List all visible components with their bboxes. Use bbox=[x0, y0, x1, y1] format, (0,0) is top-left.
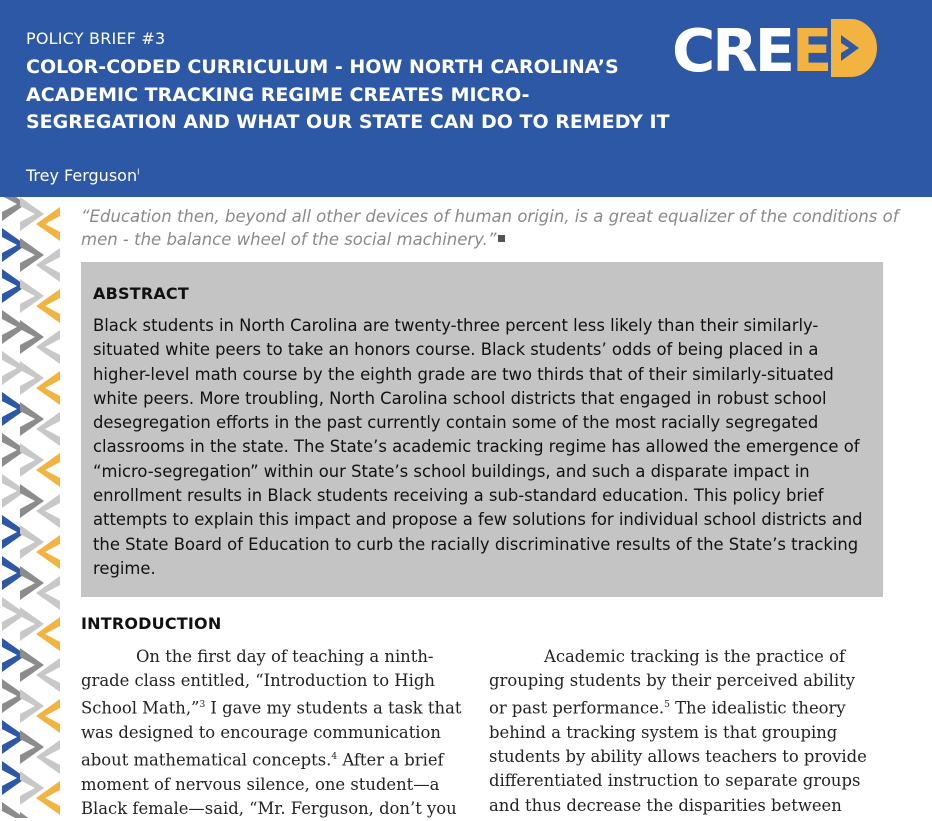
quote-footnote-marker bbox=[498, 235, 505, 242]
header-banner bbox=[0, 0, 932, 197]
introduction-left-column bbox=[81, 645, 466, 821]
left-text-2: I gave my students a task that was designed to encourage communication about mathematical concepts. bbox=[81, 698, 462, 770]
logo-text-ed: E bbox=[792, 16, 830, 85]
introduction-right-column bbox=[489, 645, 874, 818]
logo-d-arrow-icon bbox=[831, 19, 879, 77]
author-footnote-marker: I bbox=[137, 167, 140, 177]
footnote-marker: 4 bbox=[331, 752, 338, 763]
abstract-body: Black students in North Carolina are twenty-three percent less likely than their similarly-situated white peers to take an honors course. Black students’ odds of being placed in a higher-level math course by the eighth grade are two thirds that of their similarly-situated white peers. More troubling, North Carolina school districts that engaged in robust school desegregation efforts in the past currently contain some of the most racially segregated classrooms in the state. The State’s academic tracking regime has allowed the emergence of “micro-segregation” within our State’s school buildings, and such a disparate impact in enrollment results in Black students receiving a sub-standard education. This policy brief attempts to explain this impact and propose a few solutions for individual school districts and the State Board of Education to curb the racially discriminative results of the State’s tracking regime. bbox=[93, 316, 863, 578]
right-text-2: The idealistic theory behind a tracking system is that grouping students by ability allows teachers to provide differentiated instruction to separate groups and thus decrease the disparities between bbox=[489, 698, 867, 815]
abstract-heading: ABSTRACT bbox=[93, 284, 189, 303]
brief-label: POLICY BRIEF #3 bbox=[26, 29, 166, 48]
chevron-pattern bbox=[0, 197, 64, 818]
left-text-1: On the first day of teaching a ninth-grade class entitled, “Introduction to High School Math,” bbox=[81, 647, 435, 718]
quote-text: “Education then, beyond all other devices of human origin, is a great equalizer of the conditions of men - the balance wheel of the social machinery.” bbox=[81, 207, 899, 249]
decorative-chevron-strip bbox=[0, 197, 64, 818]
document-title: COLOR-CODED CURRICULUM - HOW NORTH CAROLINA’S ACADEMIC TRACKING REGIME CREATES MICRO-SEGREGATION AND WHAT OUR STATE CAN DO TO REMEDY IT bbox=[26, 56, 670, 133]
author bbox=[26, 166, 139, 185]
author-name: Trey Ferguson bbox=[26, 166, 138, 185]
epigraph-quote bbox=[81, 206, 901, 251]
left-text-3: After a brief moment of nervous silence, one student—a Black female—said, “Mr. Ferguson, don’t you bbox=[81, 750, 457, 819]
right-text-1: Academic tracking is the practice of grouping students by their perceived ability or past performance. bbox=[489, 647, 855, 718]
abstract-box bbox=[81, 262, 883, 597]
footnote-marker: 3 bbox=[199, 700, 206, 711]
creed-logo bbox=[672, 16, 879, 86]
introduction-heading: INTRODUCTION bbox=[81, 614, 222, 633]
chevron-shape bbox=[20, 812, 44, 818]
logo-text-cre: CRE bbox=[672, 16, 793, 85]
footnote-marker: 5 bbox=[664, 700, 670, 711]
